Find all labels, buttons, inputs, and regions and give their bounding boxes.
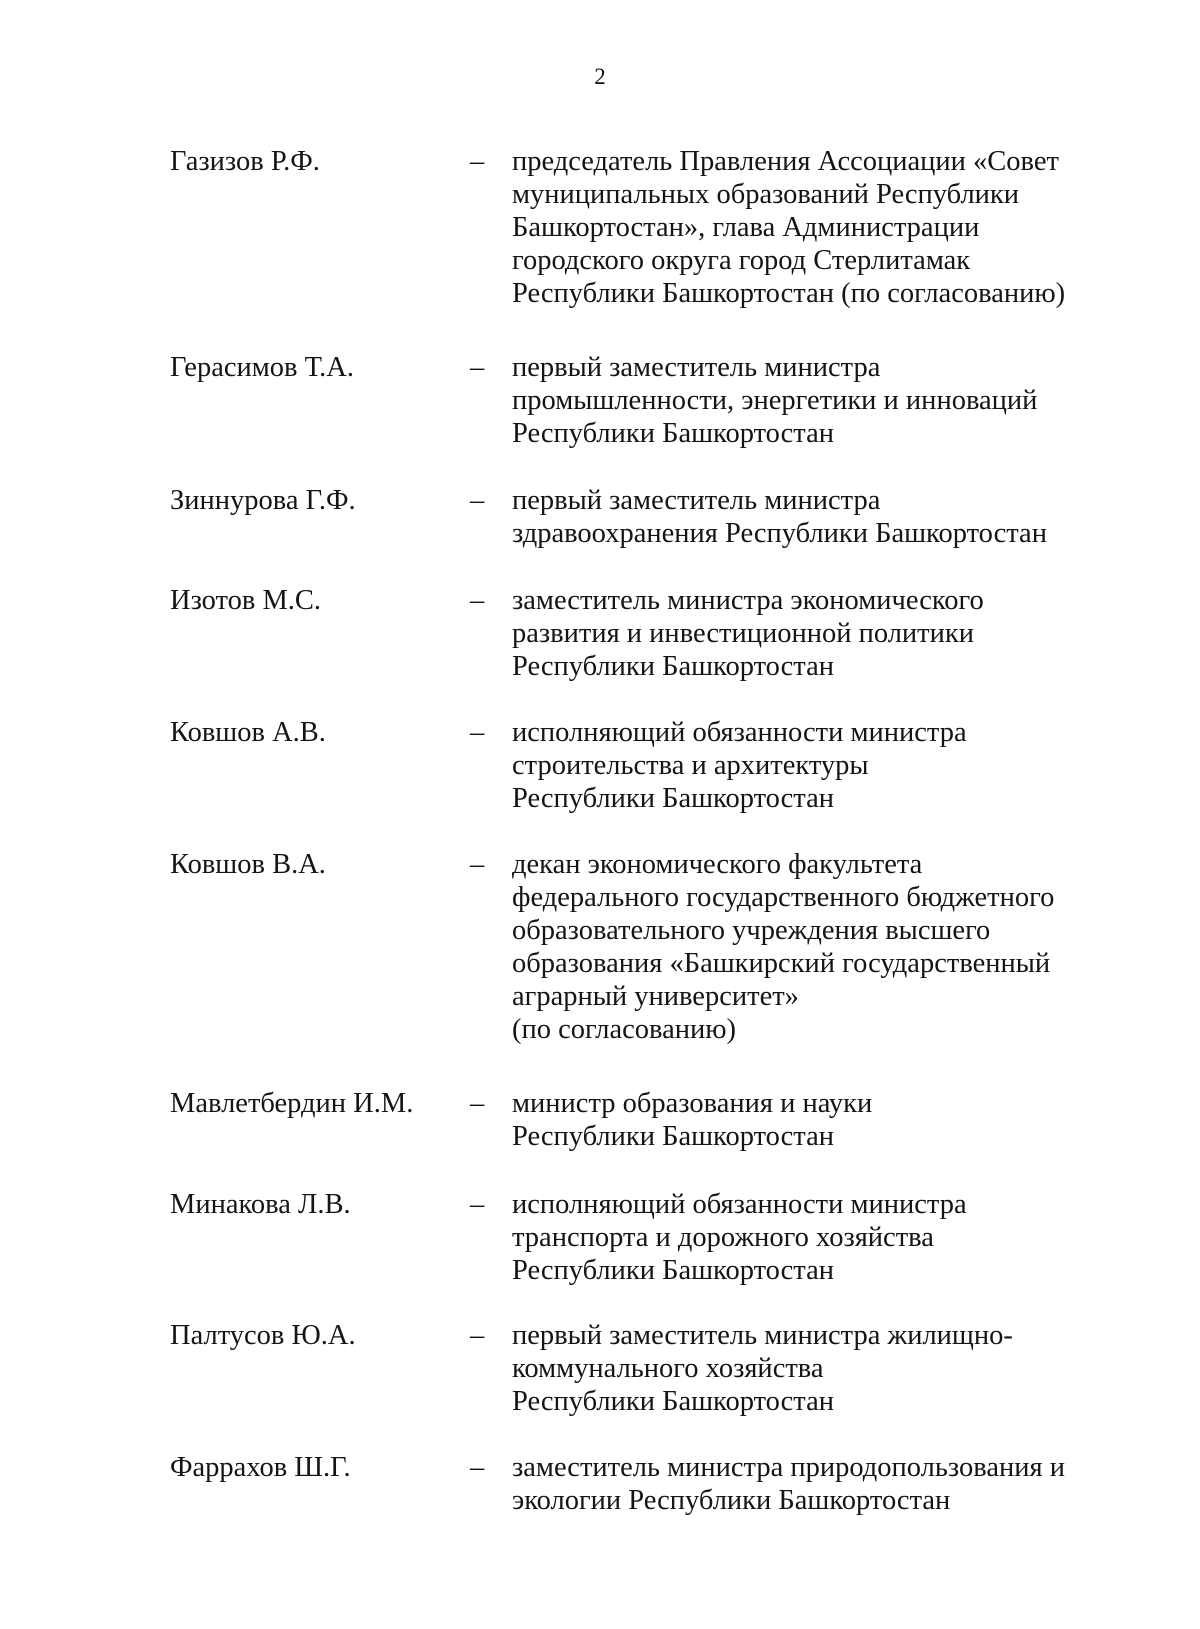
position-line: федерального государственного бюджетного <box>512 882 1055 913</box>
position-line: первый заместитель министра <box>512 352 881 383</box>
entry-dash: – <box>470 849 485 880</box>
entry-position <box>512 351 1132 450</box>
entry-position <box>512 484 1132 550</box>
position-line: коммунального хозяйства <box>512 1353 824 1384</box>
entry-position <box>512 145 1132 310</box>
position-line: образования «Башкирский государственный <box>512 948 1051 979</box>
position-line: городского округа город Стерлитамак <box>512 245 971 276</box>
entry-dash: – <box>470 485 485 516</box>
entry-name: Зиннурова Г.Ф. <box>170 485 356 516</box>
position-line: строительства и архитектуры <box>512 750 869 781</box>
position-line: аграрный университет» <box>512 981 799 1012</box>
position-line: экологии Республики Башкортостан <box>512 1485 951 1516</box>
position-line: заместитель министра экономического <box>512 585 984 616</box>
entry-position <box>512 1087 1132 1153</box>
position-line: Республики Башкортостан <box>512 651 834 682</box>
entry-name: Газизов Р.Ф. <box>170 146 320 177</box>
entry-position <box>512 584 1132 683</box>
entry-dash: – <box>470 1189 485 1220</box>
position-line: Республики Башкортостан <box>512 1386 834 1417</box>
position-line: исполняющий обязанности министра <box>512 1189 967 1220</box>
position-line: Башкортостан», глава Администрации <box>512 212 980 243</box>
entry-dash: – <box>470 585 485 616</box>
entry-name: Ковшов В.А. <box>170 849 326 880</box>
position-line: министр образования и науки <box>512 1088 873 1119</box>
entry-name: Фаррахов Ш.Г. <box>170 1452 351 1483</box>
entry-name: Мавлетбердин И.М. <box>170 1088 414 1119</box>
entry-dash: – <box>470 1088 485 1119</box>
position-line: декан экономического факультета <box>512 849 923 880</box>
entry-name: Ковшов А.В. <box>170 717 326 748</box>
position-line: заместитель министра природопользования и <box>512 1452 1065 1483</box>
entry-name: Минакова Л.В. <box>170 1189 351 1220</box>
position-line: Республики Башкортостан <box>512 783 834 814</box>
position-line: (по согласованию) <box>512 1014 737 1045</box>
position-line: развития и инвестиционной политики <box>512 618 974 649</box>
page-number: 2 <box>594 64 606 89</box>
position-line: исполняющий обязанности министра <box>512 717 967 748</box>
position-line: первый заместитель министра жилищно- <box>512 1320 1013 1351</box>
entry-dash: – <box>470 352 485 383</box>
entry-name: Палтусов Ю.А. <box>170 1320 356 1351</box>
entry-dash: – <box>470 1320 485 1351</box>
entry-position <box>512 1319 1132 1418</box>
position-line: промышленности, энергетики и инноваций <box>512 385 1038 416</box>
entry-position <box>512 716 1132 815</box>
entry-name: Герасимов Т.А. <box>170 352 355 383</box>
position-line: председатель Правления Ассоциации «Совет <box>512 146 1059 177</box>
position-line: первый заместитель министра <box>512 485 881 516</box>
entry-name: Изотов М.С. <box>170 585 322 616</box>
entry-position <box>512 1451 1132 1517</box>
position-line: образовательного учреждения высшего <box>512 915 991 946</box>
entry-dash: – <box>470 1452 485 1483</box>
position-line: Республики Башкортостан <box>512 1255 834 1286</box>
position-line: транспорта и дорожного хозяйства <box>512 1222 934 1253</box>
position-line: муниципальных образований Республики <box>512 179 1020 210</box>
entry-dash: – <box>470 717 485 748</box>
position-line: Республики Башкортостан <box>512 418 834 449</box>
position-line: Республики Башкортостан <box>512 1121 834 1152</box>
position-line: здравоохранения Республики Башкортостан <box>512 518 1047 549</box>
entry-dash: – <box>470 146 485 177</box>
entry-position <box>512 1188 1132 1287</box>
entry-position <box>512 848 1132 1046</box>
position-line: Республики Башкортостан (по согласованию) <box>512 278 1066 309</box>
